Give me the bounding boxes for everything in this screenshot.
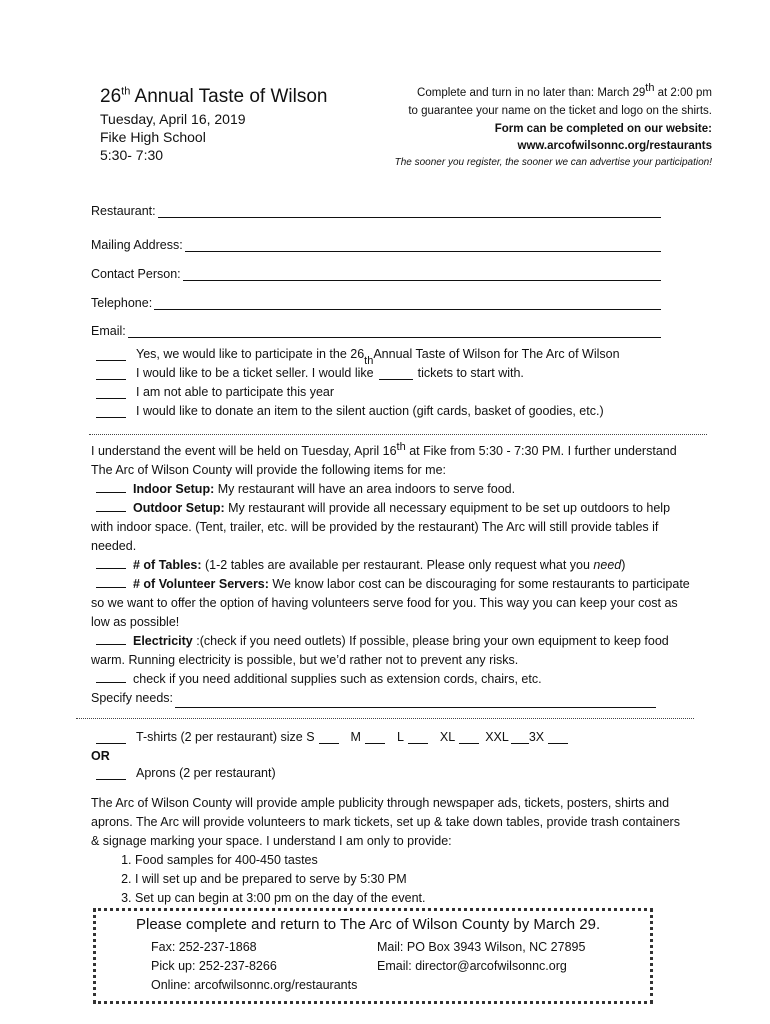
contact-person-field[interactable]: Contact Person: [91, 261, 661, 281]
website-link[interactable]: www.arcofwilsonnc.org/restaurants [517, 140, 712, 152]
size-3x-blank[interactable] [548, 733, 568, 744]
provide-list [91, 851, 681, 908]
event-details [91, 442, 691, 708]
checkbox-blank[interactable] [96, 558, 126, 569]
checkbox-blank[interactable] [96, 369, 126, 380]
indoor-setup-option[interactable]: Indoor Setup: My restaurant will have an area indoors to serve food. [91, 480, 691, 499]
event-date: Tuesday, April 16, 2019 [100, 111, 246, 127]
checkbox-blank[interactable] [96, 501, 126, 512]
outdoor-setup-option[interactable]: Outdoor Setup: My restaurant will provide all necessary equipment to be set up outdoors to help with indoor space. (Tent, trailer, etc. will be provided by the restaurant) The Arc will still provide tables if needed. [91, 501, 671, 553]
size-s-blank[interactable] [319, 733, 339, 744]
size-xl-blank[interactable] [459, 733, 479, 744]
return-title: Please complete and return to The Arc of Wilson County by March 29. [136, 916, 601, 933]
publicity-paragraph: The Arc of Wilson County will provide ample publicity through newspaper ads, tickets, posters, shirts and aprons. The Arc will provide volunteers to mark tickets, set up & take down tables, provide trash containers & signage marking your space. I understand I am only to provide: [91, 796, 680, 848]
electricity-option[interactable]: Electricity :(check if you need outlets) If possible, please bring your own equipment to keep food warm. Running electricity is possible, but we’d rather not to prevent any risks. [91, 634, 669, 667]
option-participate[interactable]: Yes, we would like to participate in the 26 th Annual Taste of Wilson for The Arc of Wilson [96, 347, 620, 361]
pickup-info: Pick up: 252-237-8266 [151, 959, 277, 973]
online-info[interactable]: Online: arcofwilsonnc.org/restaurants [151, 978, 358, 992]
online-note: Form can be completed on our website: [494, 123, 712, 135]
intro-paragraph: I understand the event will be held on Tuesday, April 16th at Fike from 5:30 - 7:30 PM. I further understand The Arc of Wilson County will provide the following items for me: [91, 440, 677, 477]
size-m-blank[interactable] [365, 733, 385, 744]
sooner-note: The sooner you register, the sooner we can advertise your participation! [394, 157, 712, 168]
tables-option[interactable]: # of Tables: (1-2 tables are available per restaurant. Please only request what you need) [91, 556, 691, 575]
checkbox-blank[interactable] [96, 577, 126, 588]
checkbox-blank[interactable] [96, 769, 126, 780]
volunteers-option[interactable]: # of Volunteer Servers: We know labor cost can be discouraging for some restaurants to participate so we want to offer the option of having volunteers serve food for you. This way you can keep your cost as low as possible! [91, 577, 690, 629]
mailing-address-field[interactable]: Mailing Address: [91, 232, 661, 252]
option-ticket-seller[interactable]: I would like to be a ticket seller. I would like tickets to start with. [96, 366, 524, 380]
option-not-able[interactable]: I am not able to participate this year [96, 385, 334, 399]
list-item: 3. Set up can begin at 3:00 pm on the day of the event. [135, 889, 681, 908]
checkbox-blank[interactable] [96, 672, 126, 683]
size-l-blank[interactable] [408, 733, 428, 744]
supplies-option[interactable]: check if you need additional supplies such as extension cords, chairs, etc. [91, 670, 691, 689]
event-venue: Fike High School [100, 129, 206, 145]
specify-needs-field[interactable]: Specify needs: [91, 689, 656, 708]
guarantee-text: to guarantee your name on the ticket and logo on the shirts. [408, 105, 712, 117]
option-donate[interactable]: I would like to donate an item to the silent auction (gift cards, basket of goodies, etc.) [96, 404, 604, 418]
mail-info: Mail: PO Box 3943 Wilson, NC 27895 [377, 940, 586, 954]
checkbox-blank[interactable] [96, 407, 126, 418]
fax-info: Fax: 252-237-1868 [151, 940, 257, 954]
publicity-section [91, 794, 681, 908]
checkbox-blank[interactable] [96, 482, 126, 493]
email-field[interactable]: Email: [91, 318, 661, 338]
checkbox-blank[interactable] [96, 388, 126, 399]
deadline-text: Complete and turn in no later than: March 29th at 2:00 pm [417, 82, 712, 99]
divider [76, 718, 694, 719]
restaurant-field[interactable]: Restaurant: [91, 198, 661, 218]
page-title: 26th Annual Taste of Wilson [100, 85, 328, 107]
tshirt-option[interactable]: T-shirts (2 per restaurant) size S M L XL XXL 3X [96, 730, 568, 744]
checkbox-blank[interactable] [96, 634, 126, 645]
divider [89, 434, 707, 435]
event-time: 5:30- 7:30 [100, 147, 164, 163]
telephone-field[interactable]: Telephone: [91, 290, 661, 310]
or-label: OR [91, 749, 110, 763]
ticket-count-blank[interactable] [379, 369, 413, 380]
aprons-option[interactable]: Aprons (2 per restaurant) [96, 766, 276, 780]
list-item: 2. I will set up and be prepared to serve by 5:30 PM [135, 870, 681, 889]
list-item: 1. Food samples for 400-450 tastes [135, 851, 681, 870]
checkbox-blank[interactable] [96, 350, 126, 361]
checkbox-blank[interactable] [96, 733, 126, 744]
email-info[interactable]: Email: director@arcofwilsonnc.org [377, 959, 567, 973]
size-xxl-blank[interactable] [511, 733, 529, 744]
